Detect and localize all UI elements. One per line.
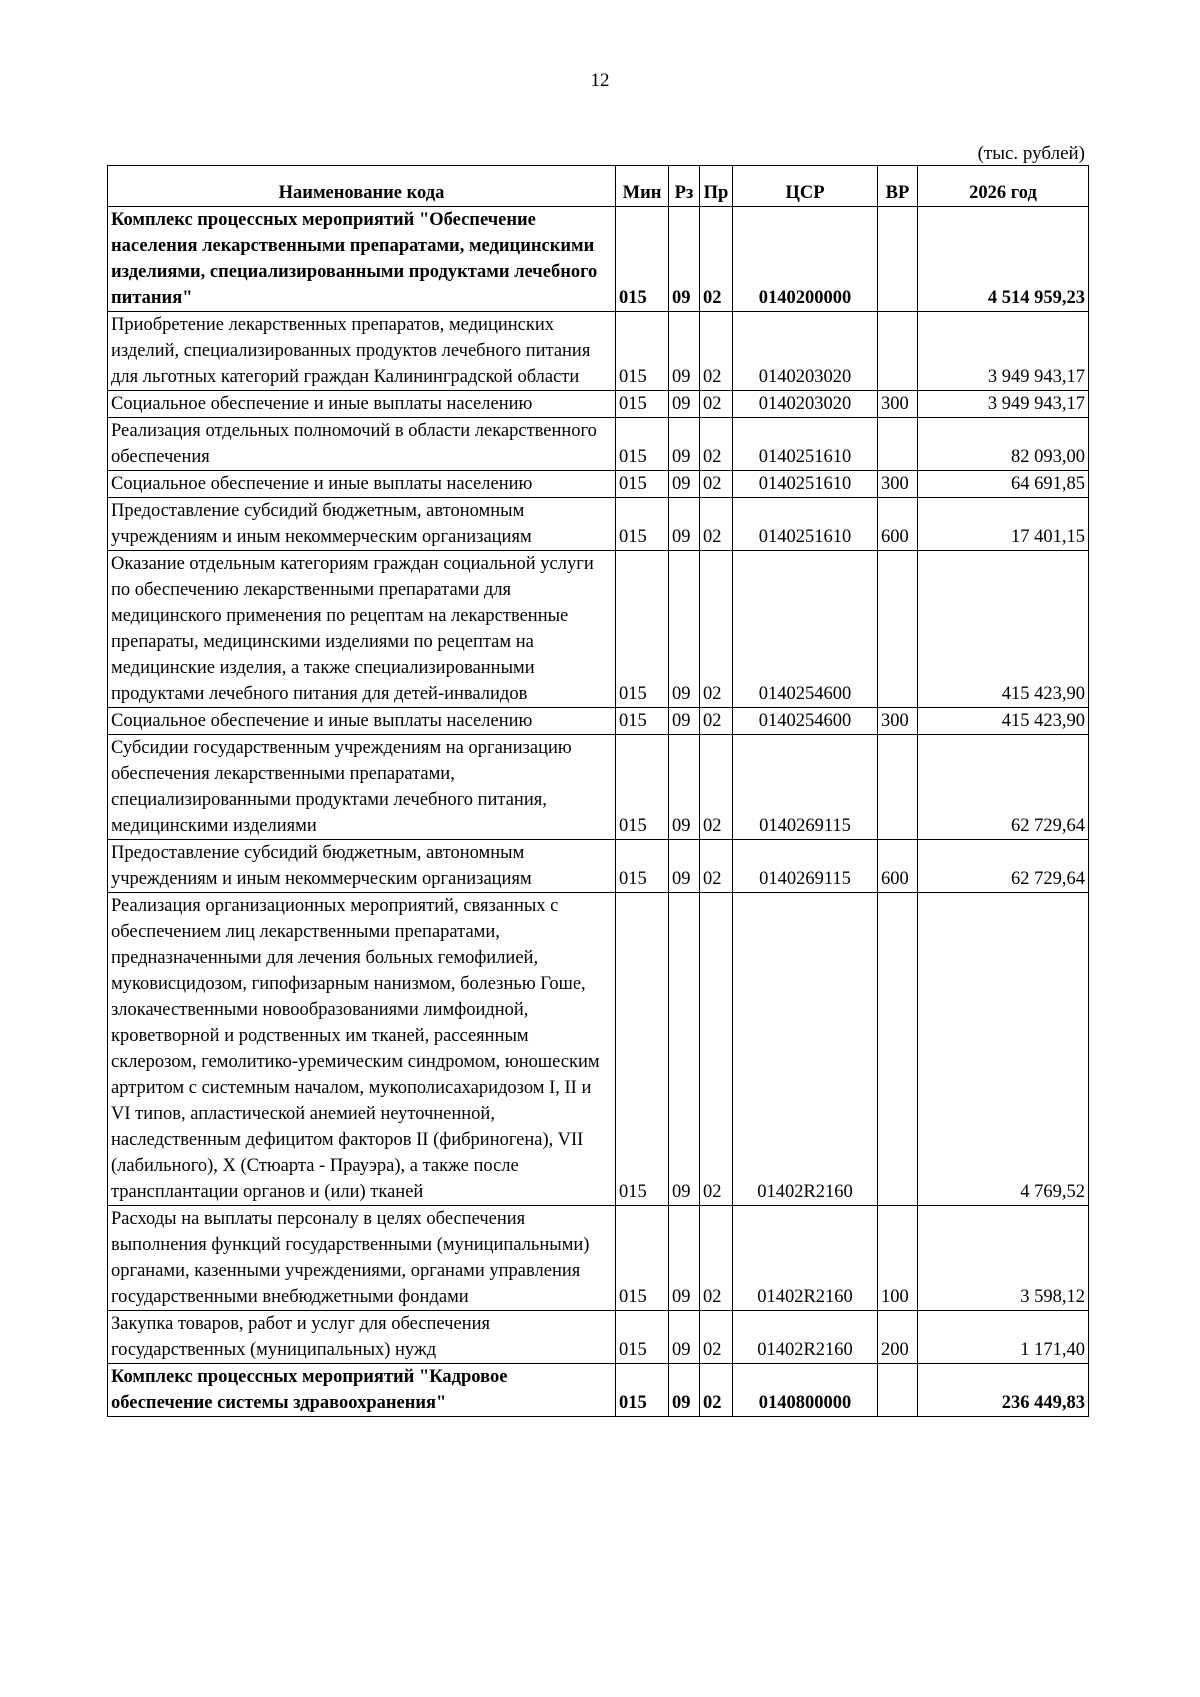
cell-name: Социальное обеспечение и иные выплаты населению (108, 391, 616, 418)
cell-vr: 300 (878, 471, 918, 498)
cell-amount: 3 598,12 (918, 1206, 1089, 1311)
cell-csr: 0140203020 (733, 312, 878, 391)
cell-min: 015 (616, 735, 669, 840)
cell-min: 015 (616, 840, 669, 893)
cell-csr: 0140254600 (733, 551, 878, 708)
cell-rz: 09 (669, 893, 700, 1206)
header-vr: ВР (878, 166, 918, 207)
table-row (108, 1364, 1089, 1417)
cell-amount: 62 729,64 (918, 840, 1089, 893)
table-row (108, 498, 1089, 551)
cell-name: Предоставление субсидий бюджетным, автономным учреждениям и иным некоммерческим организациям (108, 840, 616, 893)
table-row (108, 1206, 1089, 1311)
cell-rz: 09 (669, 391, 700, 418)
cell-min: 015 (616, 551, 669, 708)
cell-name: Приобретение лекарственных препаратов, медицинских изделий, специализированных продуктов лечебного питания для льготных категорий граждан Калининградской области (108, 312, 616, 391)
cell-rz: 09 (669, 735, 700, 840)
cell-min: 015 (616, 1206, 669, 1311)
cell-min: 015 (616, 207, 669, 312)
cell-pr: 02 (700, 312, 733, 391)
table-header-row (108, 166, 1089, 207)
cell-min: 015 (616, 708, 669, 735)
cell-csr: 0140251610 (733, 471, 878, 498)
cell-csr: 01402R2160 (733, 1206, 878, 1311)
cell-pr: 02 (700, 391, 733, 418)
table-row (108, 312, 1089, 391)
cell-csr: 0140254600 (733, 708, 878, 735)
cell-csr: 0140200000 (733, 207, 878, 312)
cell-amount: 62 729,64 (918, 735, 1089, 840)
cell-pr: 02 (700, 207, 733, 312)
cell-amount: 1 171,40 (918, 1311, 1089, 1364)
cell-name: Социальное обеспечение и иные выплаты населению (108, 471, 616, 498)
cell-vr (878, 735, 918, 840)
cell-pr: 02 (700, 840, 733, 893)
cell-csr: 0140269115 (733, 840, 878, 893)
cell-vr: 100 (878, 1206, 918, 1311)
cell-csr: 0140251610 (733, 418, 878, 471)
table-row (108, 893, 1089, 1206)
cell-min: 015 (616, 1311, 669, 1364)
cell-csr: 01402R2160 (733, 893, 878, 1206)
table-row (108, 708, 1089, 735)
header-rz: Рз (669, 166, 700, 207)
cell-name: Закупка товаров, работ и услуг для обеспечения государственных (муниципальных) нужд (108, 1311, 616, 1364)
budget-table (107, 165, 1089, 1417)
cell-vr (878, 207, 918, 312)
cell-vr (878, 551, 918, 708)
table-row (108, 207, 1089, 312)
table-row (108, 471, 1089, 498)
cell-amount: 4 514 959,23 (918, 207, 1089, 312)
cell-name: Комплекс процессных мероприятий "Обеспечение населения лекарственными препаратами, медицинскими изделиями, специализированными продуктами лечебного питания" (108, 207, 616, 312)
table-row (108, 735, 1089, 840)
cell-amount: 236 449,83 (918, 1364, 1089, 1417)
cell-vr: 300 (878, 391, 918, 418)
cell-vr (878, 893, 918, 1206)
cell-name: Комплекс процессных мероприятий "Кадровое обеспечение системы здравоохранения" (108, 1364, 616, 1417)
cell-pr: 02 (700, 1311, 733, 1364)
cell-rz: 09 (669, 1311, 700, 1364)
cell-vr: 600 (878, 498, 918, 551)
cell-vr (878, 418, 918, 471)
table-body (108, 207, 1089, 1417)
cell-min: 015 (616, 1364, 669, 1417)
cell-name: Социальное обеспечение и иные выплаты населению (108, 708, 616, 735)
page-number: 12 (590, 70, 610, 91)
cell-pr: 02 (700, 551, 733, 708)
cell-rz: 09 (669, 207, 700, 312)
cell-csr: 0140800000 (733, 1364, 878, 1417)
header-year: 2026 год (918, 166, 1089, 207)
cell-name: Реализация отдельных полномочий в области лекарственного обеспечения (108, 418, 616, 471)
cell-name: Предоставление субсидий бюджетным, автономным учреждениям и иным некоммерческим организациям (108, 498, 616, 551)
cell-rz: 09 (669, 312, 700, 391)
cell-pr: 02 (700, 708, 733, 735)
cell-amount: 4 769,52 (918, 893, 1089, 1206)
units-label: (тыс. рублей) (977, 143, 1085, 164)
cell-min: 015 (616, 498, 669, 551)
cell-amount: 415 423,90 (918, 708, 1089, 735)
cell-csr: 0140269115 (733, 735, 878, 840)
cell-vr (878, 1364, 918, 1417)
cell-pr: 02 (700, 471, 733, 498)
cell-pr: 02 (700, 1364, 733, 1417)
cell-vr: 200 (878, 1311, 918, 1364)
header-min: Мин (616, 166, 669, 207)
cell-name: Субсидии государственным учреждениям на организацию обеспечения лекарственными препаратами, специализированными продуктами лечебного питания, медицинскими изделиями (108, 735, 616, 840)
cell-amount: 82 093,00 (918, 418, 1089, 471)
cell-amount: 3 949 943,17 (918, 391, 1089, 418)
cell-vr (878, 312, 918, 391)
cell-rz: 09 (669, 708, 700, 735)
cell-csr: 01402R2160 (733, 1311, 878, 1364)
cell-name: Расходы на выплаты персоналу в целях обеспечения выполнения функций государственными (муниципальными) органами, казенными учреждениями, органами управления государственными внебюджетными фондами (108, 1206, 616, 1311)
cell-pr: 02 (700, 735, 733, 840)
cell-amount: 17 401,15 (918, 498, 1089, 551)
header-csr: ЦСР (733, 166, 878, 207)
cell-csr: 0140203020 (733, 391, 878, 418)
cell-min: 015 (616, 893, 669, 1206)
table-row (108, 551, 1089, 708)
cell-pr: 02 (700, 893, 733, 1206)
table-row (108, 418, 1089, 471)
cell-min: 015 (616, 418, 669, 471)
cell-pr: 02 (700, 1206, 733, 1311)
header-name: Наименование кода (108, 166, 616, 207)
table-row (108, 840, 1089, 893)
header-pr: Пр (700, 166, 733, 207)
cell-vr: 300 (878, 708, 918, 735)
table-row (108, 1311, 1089, 1364)
cell-name: Оказание отдельным категориям граждан социальной услуги по обеспечению лекарственными препаратами для медицинского применения по рецептам на лекарственные препараты, медицинскими изделиями по рецептам на медицинские изделия, а также специализированными продуктами лечебного питания для детей-инвалидов (108, 551, 616, 708)
cell-amount: 415 423,90 (918, 551, 1089, 708)
cell-rz: 09 (669, 471, 700, 498)
cell-name: Реализация организационных мероприятий, связанных с обеспечением лиц лекарственными препаратами, предназначенными для лечения больных гемофилией, муковисцидозом, гипофизарным нанизмом, болезнью Гоше, злокачественными новообразованиями лимфоидной, кроветворной и родственных им тканей, рассеянным склерозом, гемолитико-уремическим синдромом, юношеским артритом с системным началом, мукополисахаридозом I, II и VI типов, апластической анемией неуточненной, наследственным дефицитом факторов II (фибриногена), VII (лабильного), X (Стюарта - Прауэра), а также после трансплантации органов и (или) тканей (108, 893, 616, 1206)
cell-csr: 0140251610 (733, 498, 878, 551)
cell-rz: 09 (669, 840, 700, 893)
cell-rz: 09 (669, 1364, 700, 1417)
table-row (108, 391, 1089, 418)
cell-min: 015 (616, 471, 669, 498)
cell-vr: 600 (878, 840, 918, 893)
cell-rz: 09 (669, 498, 700, 551)
cell-min: 015 (616, 312, 669, 391)
cell-pr: 02 (700, 498, 733, 551)
cell-pr: 02 (700, 418, 733, 471)
cell-rz: 09 (669, 1206, 700, 1311)
cell-amount: 3 949 943,17 (918, 312, 1089, 391)
cell-min: 015 (616, 391, 669, 418)
cell-amount: 64 691,85 (918, 471, 1089, 498)
cell-rz: 09 (669, 418, 700, 471)
cell-rz: 09 (669, 551, 700, 708)
